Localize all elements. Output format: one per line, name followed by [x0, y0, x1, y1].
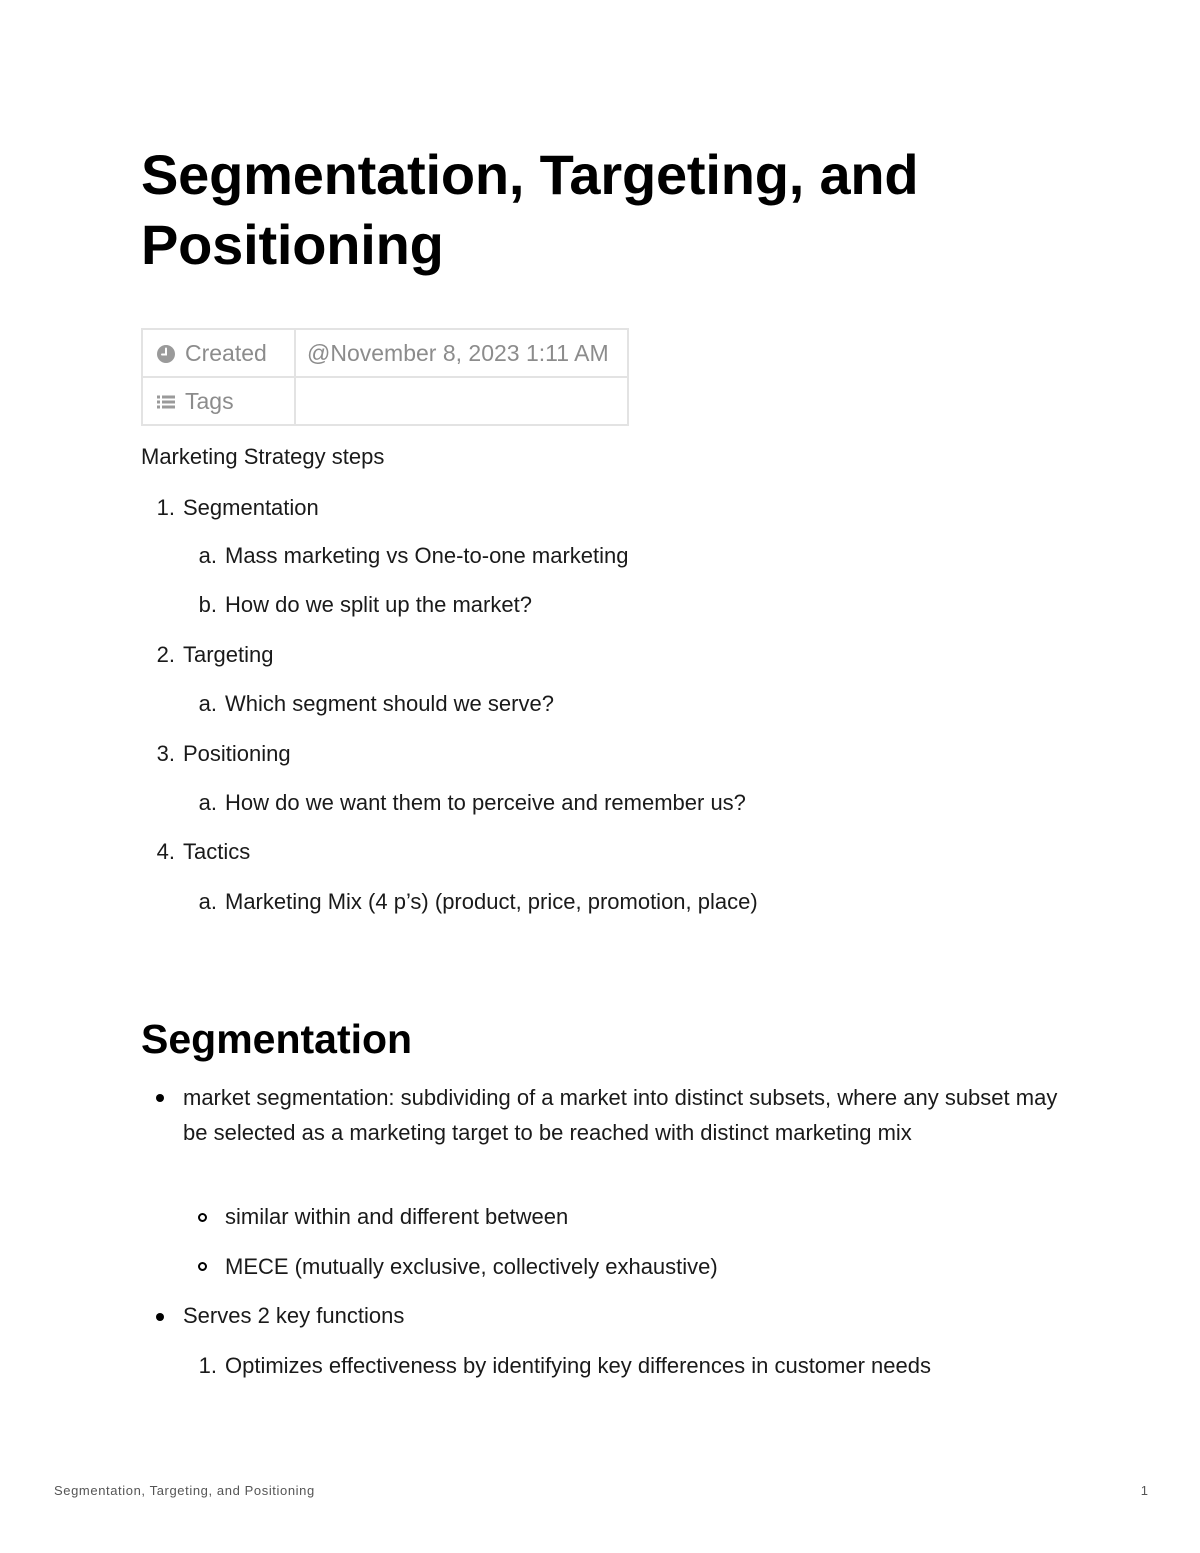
property-key-label: Tags [185, 387, 234, 414]
list-marker: 4. [156, 839, 175, 864]
list-item: similar within and different between [225, 1204, 569, 1229]
list-item: How do we split up the market? [225, 592, 532, 617]
property-key-tags [142, 377, 295, 425]
list-marker: b. [198, 592, 217, 617]
property-key-created [142, 329, 295, 377]
list-marker: a. [198, 889, 217, 914]
definition-bullet: market segmentation: subdividing of a market into distinct subsets, where any subset may be selected as a marketing target to be reached with distinct marketing mix [183, 1085, 1058, 1145]
section-heading-segmentation: Segmentation [141, 1016, 413, 1062]
tags-value[interactable] [295, 377, 628, 425]
intro-text: Marketing Strategy steps [141, 444, 385, 469]
page-title: Segmentation, Targeting, and Positioning [141, 143, 919, 276]
property-row-tags [142, 377, 628, 425]
list-marker: 1. [156, 495, 175, 520]
step-tactics: Tactics [183, 839, 251, 864]
bullet-circle [198, 1262, 207, 1271]
bullet-circle [198, 1213, 207, 1222]
list-item: How do we want them to perceive and remember us? [225, 790, 746, 815]
list-marker: 2. [156, 642, 175, 667]
list-item: Serves 2 key functions [183, 1303, 405, 1328]
step-positioning: Positioning [183, 741, 291, 766]
list-item: Which segment should we serve? [225, 691, 554, 716]
list-icon [155, 391, 177, 413]
properties-table [141, 328, 629, 426]
list-marker: 1. [198, 1353, 217, 1378]
list-marker: a. [198, 691, 217, 716]
step-segmentation: Segmentation [183, 495, 319, 520]
list-item: Mass marketing vs One-to-one marketing [225, 543, 629, 568]
bullet-disc [156, 1094, 164, 1102]
clock-icon [155, 343, 177, 365]
created-date-value[interactable]: @November 8, 2023 1:11 AM [295, 329, 628, 377]
step-targeting: Targeting [183, 642, 274, 667]
list-item: Optimizes effectiveness by identifying key differences in customer needs [225, 1353, 931, 1378]
list-item: Marketing Mix (4 p’s) (product, price, promotion, place) [225, 889, 758, 914]
property-row-created [142, 329, 628, 377]
page-number: 1 [1140, 1483, 1148, 1498]
list-marker: 3. [156, 741, 175, 766]
list-marker: a. [198, 543, 217, 568]
bullet-disc [156, 1313, 164, 1321]
list-item: MECE (mutually exclusive, collectively exhaustive) [225, 1254, 718, 1279]
list-marker: a. [198, 790, 217, 815]
footer-title: Segmentation, Targeting, and Positioning [54, 1483, 315, 1498]
property-key-label: Created [185, 339, 267, 366]
